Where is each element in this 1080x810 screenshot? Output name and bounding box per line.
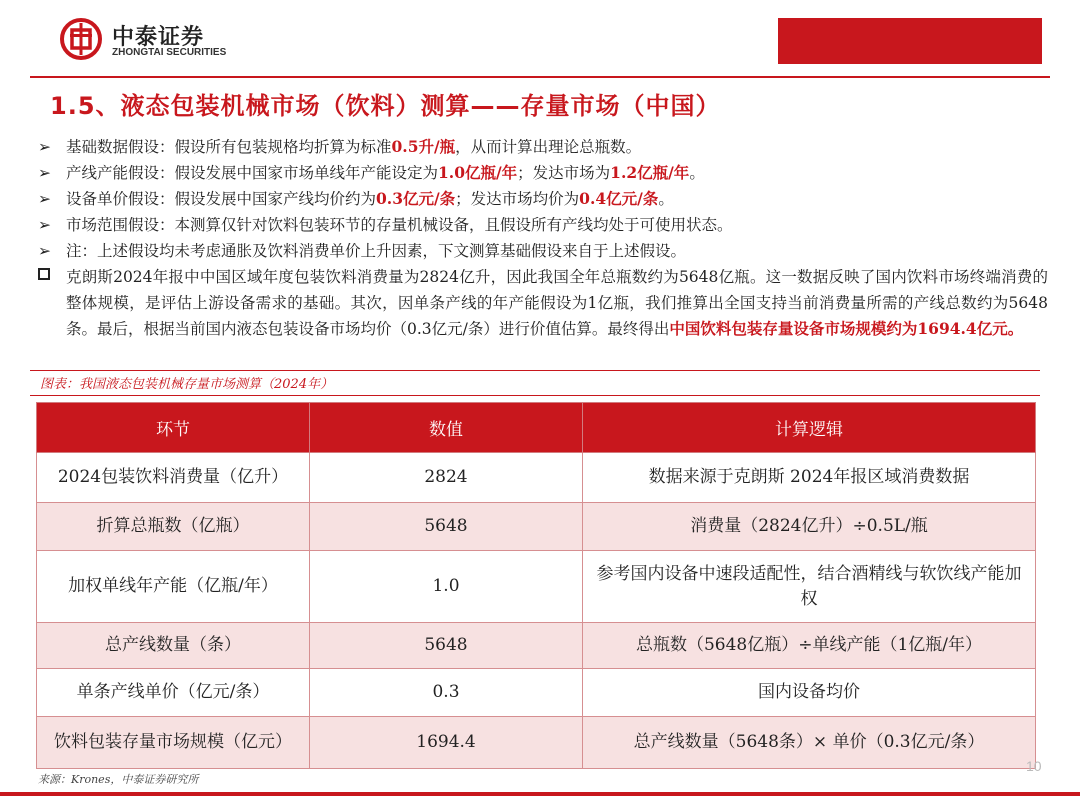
highlight-value: 0.5升/瓶 xyxy=(391,137,456,156)
arrow-bullet-icon: ➢ xyxy=(38,190,51,208)
logo-coin-icon xyxy=(60,18,102,60)
logo-chinese-name: 中泰证券 xyxy=(112,25,205,50)
assumption-list xyxy=(38,134,1048,342)
bullet-text: 。 xyxy=(689,164,705,182)
slide-title: 1.5、液态包装机械市场（饮料）测算——存量市场（中国） xyxy=(50,92,721,120)
cell-item: 折算总瓶数（亿瓶） xyxy=(37,503,310,551)
cell-item: 加权单线年产能（亿瓶/年） xyxy=(37,551,310,623)
header-red-bar xyxy=(778,18,1042,64)
bullet-text: 设备单价假设：假设发展中国家产线均价约为 xyxy=(66,190,377,208)
cell-logic: 总瓶数（5648亿瓶）÷单线产能（1亿瓶/年） xyxy=(583,623,1036,669)
bullet-text: 基础数据假设：假设所有包装规格均折算为标准 xyxy=(66,138,392,156)
paragraph-text: 克朗斯2024年报中中国区域年度包装饮料消费量为2824亿升，因此我国全年总瓶数约为5648亿瓶。这一数据反映了国内饮料市场终端消费的整体规模，是评估上游设备需求的基础。其次，因单条产线的年产能假设为1亿瓶，我们推算出全国支持当前消费量所需的产线总数约为5648条。最后，根据当前国内液态包装设备市场均价（0.3亿元/条）进行价值估算。最终得出 xyxy=(66,268,1048,338)
highlight-value: 1.0亿瓶/年 xyxy=(438,163,518,182)
table-row xyxy=(37,717,1036,769)
cell-value: 5648 xyxy=(310,623,583,669)
cell-logic: 消费量（2824亿升）÷0.5L/瓶 xyxy=(583,503,1036,551)
bullet-text: ，从而计算出理论总瓶数。 xyxy=(455,138,642,156)
cell-value: 2824 xyxy=(310,453,583,503)
source-note: 来源：Krones，中泰证券研究所 xyxy=(38,773,199,786)
analysis-paragraph xyxy=(38,264,1048,342)
cell-item: 饮料包装存量市场规模（亿元） xyxy=(37,717,310,769)
cell-logic: 国内设备均价 xyxy=(583,669,1036,717)
bullet-text: 。 xyxy=(658,190,674,208)
cell-logic: 参考国内设备中速段适配性，结合酒精线与软饮线产能加权 xyxy=(583,551,1036,623)
cell-value: 1.0 xyxy=(310,551,583,623)
bullet-text: ；发达市场均价为 xyxy=(455,190,580,208)
assumption-bullet xyxy=(38,238,1048,264)
assumption-bullet xyxy=(38,134,1048,160)
cell-value: 0.3 xyxy=(310,669,583,717)
cell-value: 1694.4 xyxy=(310,717,583,769)
highlight-value: 0.3亿元/条 xyxy=(376,189,456,208)
arrow-bullet-icon: ➢ xyxy=(38,138,51,156)
caption-top-rule xyxy=(30,370,1040,371)
highlight-value: 1.2亿瓶/年 xyxy=(610,163,690,182)
cell-value: 5648 xyxy=(310,503,583,551)
header-cell-item: 环节 xyxy=(37,403,310,453)
arrow-bullet-icon: ➢ xyxy=(38,216,51,234)
cell-item: 2024包装饮料消费量（亿升） xyxy=(37,453,310,503)
square-bullet-icon xyxy=(38,268,50,280)
header-cell-value: 数值 xyxy=(310,403,583,453)
arrow-bullet-icon: ➢ xyxy=(38,242,51,260)
table-header-row xyxy=(37,403,1036,453)
assumption-bullet xyxy=(38,186,1048,212)
table-row xyxy=(37,453,1036,503)
cell-logic: 数据来源于克朗斯 2024年报区域消费数据 xyxy=(583,453,1036,503)
cell-item: 单条产线单价（亿元/条） xyxy=(37,669,310,717)
table-row xyxy=(37,623,1036,669)
market-estimate-table xyxy=(36,402,1036,769)
table-row xyxy=(37,669,1036,717)
bullet-text: 注：上述假设均未考虑通胀及饮料消费单价上升因素，下文测算基础假设来自于上述假设。 xyxy=(66,242,687,260)
arrow-bullet-icon: ➢ xyxy=(38,164,51,182)
company-logo xyxy=(60,18,260,62)
cell-logic: 总产线数量（5648条）× 单价（0.3亿元/条） xyxy=(583,717,1036,769)
assumption-bullet xyxy=(38,212,1048,238)
logo-english-name: ZHONGTAI SECURITIES xyxy=(112,47,227,58)
caption-bottom-rule xyxy=(30,395,1040,396)
table-row xyxy=(37,551,1036,623)
header-divider xyxy=(30,76,1050,78)
bullet-text: 产线产能假设：假设发展中国家市场单线年产能设定为 xyxy=(66,164,439,182)
cell-item: 总产线数量（条） xyxy=(37,623,310,669)
bullet-text: 市场范围假设：本测算仅针对饮料包装环节的存量机械设备，且假设所有产线均处于可使用状态。 xyxy=(66,216,733,234)
page-number: 10 xyxy=(1026,758,1042,774)
conclusion-highlight: 中国饮料包装存量设备市场规模约为1694.4亿元。 xyxy=(669,319,1024,338)
table-row xyxy=(37,503,1036,551)
header-cell-logic: 计算逻辑 xyxy=(583,403,1036,453)
footer-red-bar xyxy=(0,792,1080,796)
table-caption: 图表：我国液态包装机械存量市场测算（2024年） xyxy=(40,377,334,392)
highlight-value: 0.4亿元/条 xyxy=(579,189,659,208)
bullet-text: ；发达市场为 xyxy=(517,164,611,182)
assumption-bullet xyxy=(38,160,1048,186)
